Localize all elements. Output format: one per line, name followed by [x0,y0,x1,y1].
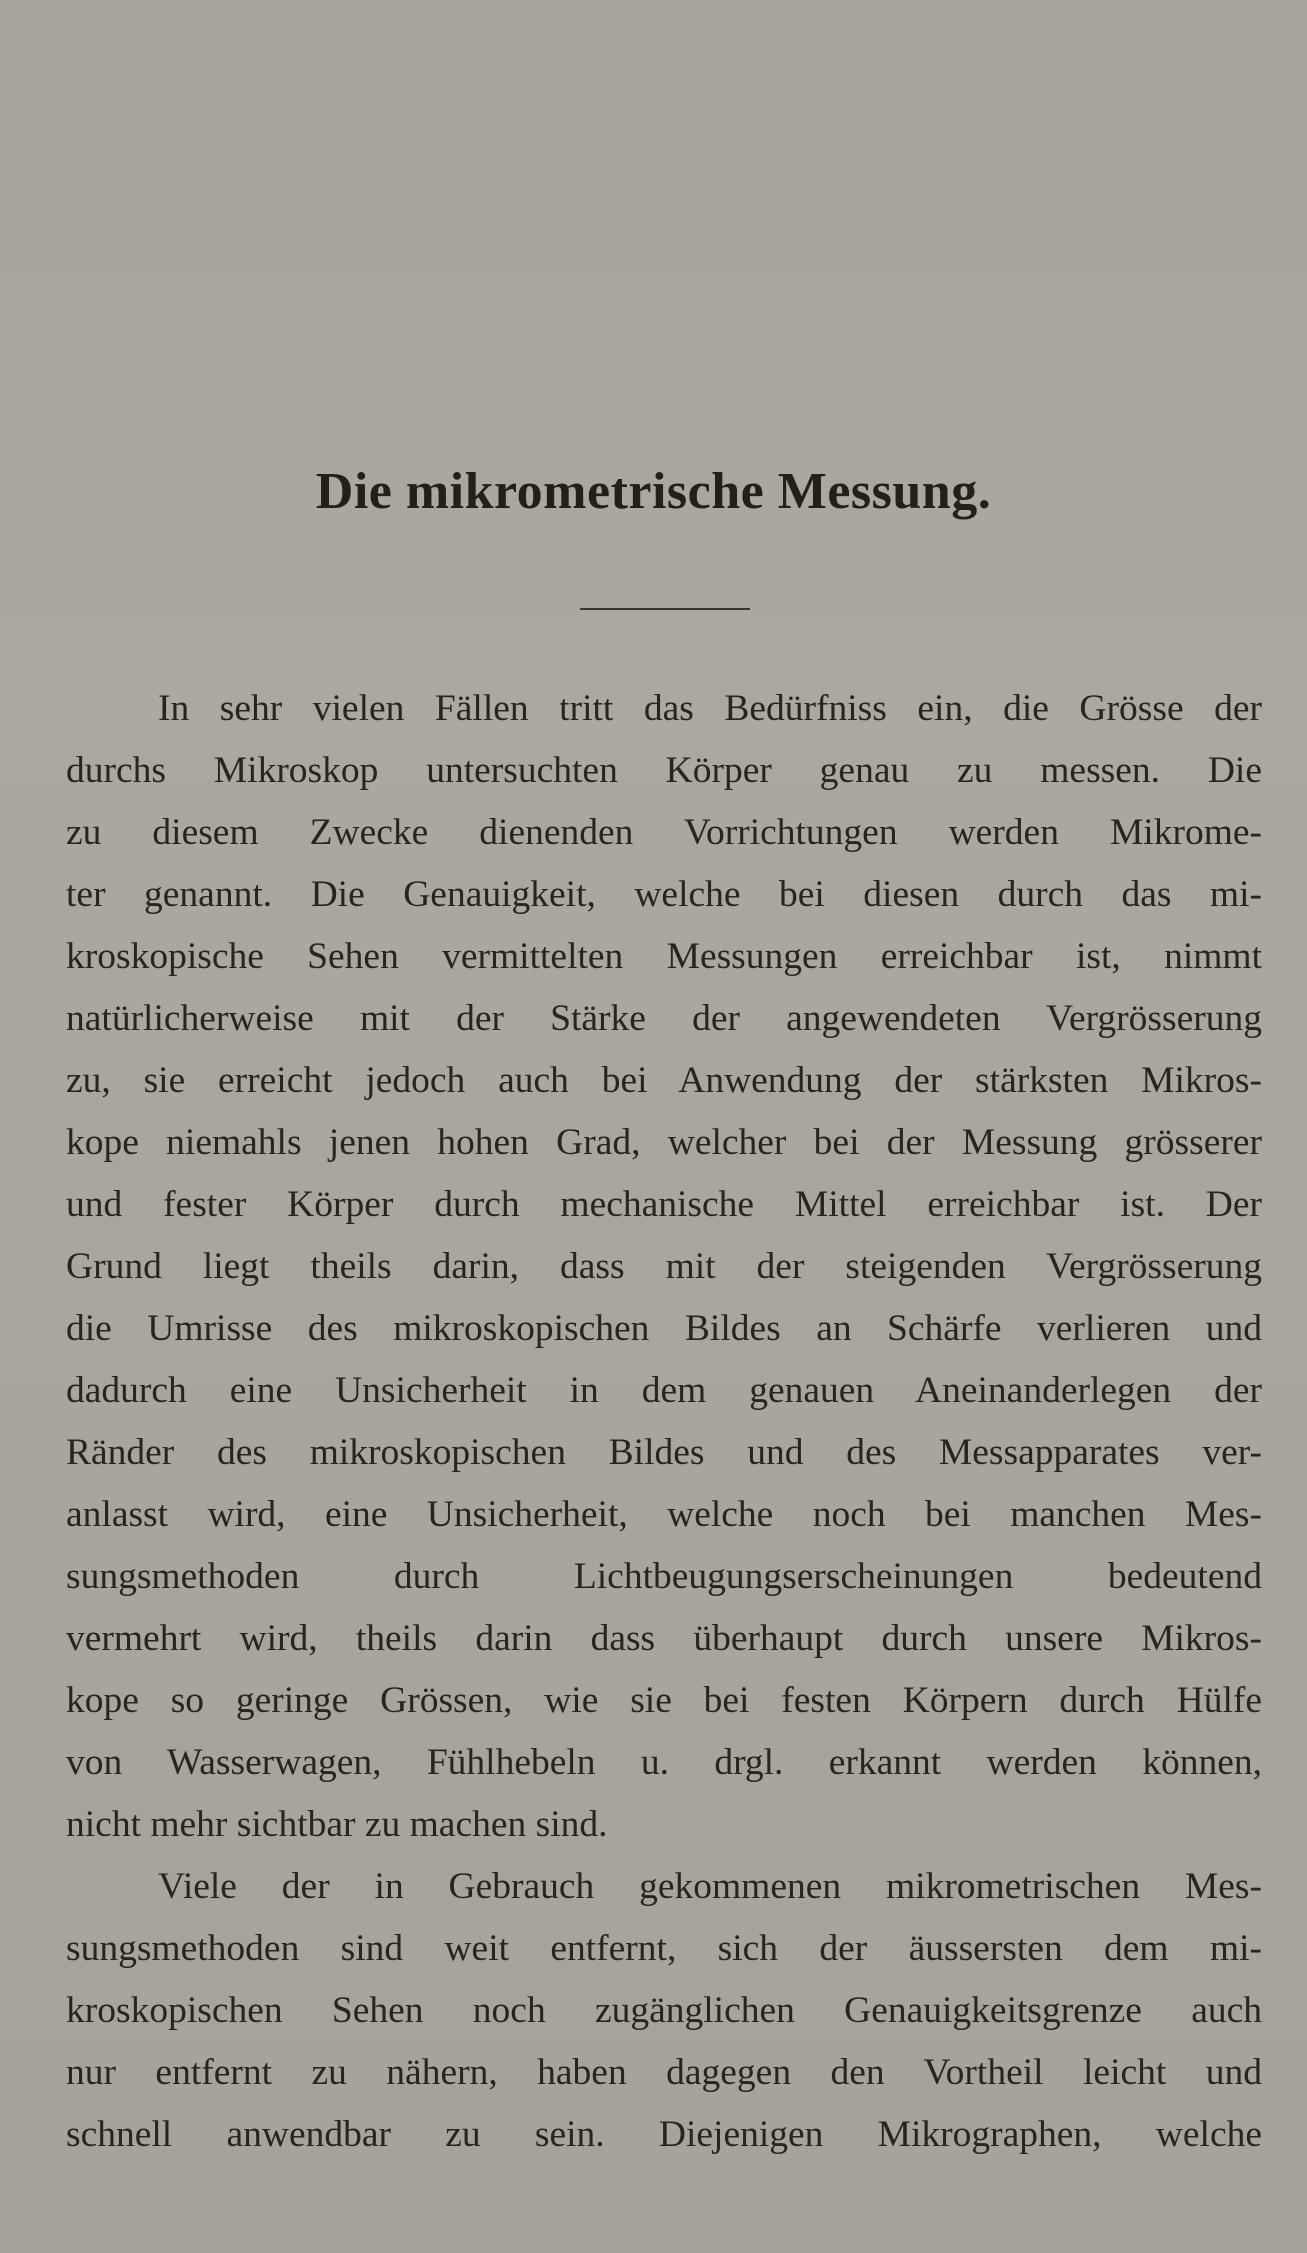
text-line: dadurch eine Unsicherheit in dem genauen Aneinanderlegen der [66,1370,1262,1411]
text-line: sungsmethoden durch Lichtbeugungserscheinungen bedeutend [66,1556,1262,1597]
text-line: kope so geringe Grössen, wie sie bei festen Körpern durch Hülfe [66,1680,1262,1721]
text-line: ter genannt. Die Genauigkeit, welche bei diesen durch das mi- [66,874,1262,915]
text-line: kope niemahls jenen hohen Grad, welcher bei der Messung grösserer [66,1122,1262,1163]
paragraph-1 [66,678,1262,1856]
text-line: die Umrisse des mikroskopischen Bildes an Schärfe verlieren und [66,1308,1262,1349]
text-line: vermehrt wird, theils darin dass überhaupt durch unsere Mikros- [66,1618,1262,1659]
text-line: zu, sie erreicht jedoch auch bei Anwendung der stärksten Mikros- [66,1060,1262,1101]
text-line: und fester Körper durch mechanische Mittel erreichbar ist. Der [66,1184,1262,1225]
text-line: natürlicherweise mit der Stärke der angewendeten Vergrösserung [66,998,1262,1039]
text-line: kroskopische Sehen vermittelten Messungen erreichbar ist, nimmt [66,936,1262,977]
paragraph-2 [66,1856,1262,2166]
text-line: Ränder des mikroskopischen Bildes und des Messapparates ver- [66,1432,1262,1473]
text-line: von Wasserwagen, Fühlhebeln u. drgl. erkannt werden können, [66,1742,1262,1783]
text-line: sungsmethoden sind weit entfernt, sich der äussersten dem mi- [66,1928,1262,1969]
text-line: In sehr vielen Fällen tritt das Bedürfniss ein, die Grösse der [158,688,1262,729]
text-line: anlasst wird, eine Unsicherheit, welche noch bei manchen Mes- [66,1494,1262,1535]
page-title: Die mikrometrische Messung. [315,463,992,520]
text-line: nur entfernt zu nähern, haben dagegen den Vortheil leicht und [66,2052,1262,2093]
title-divider [580,608,750,610]
text-line: kroskopischen Sehen noch zugänglichen Genauigkeitsgrenze auch [66,1990,1262,2031]
text-line: zu diesem Zwecke dienenden Vorrichtungen werden Mikrome- [66,812,1262,853]
text-line: nicht mehr sichtbar zu machen sind. [66,1804,608,1845]
text-line: Grund liegt theils darin, dass mit der steigenden Vergrösserung [66,1246,1262,1287]
text-line: durchs Mikroskop untersuchten Körper genau zu messen. Die [66,750,1262,791]
body-text [66,678,1262,2166]
text-line: Viele der in Gebrauch gekommenen mikrometrischen Mes- [158,1866,1262,1907]
text-line: schnell anwendbar zu sein. Diejenigen Mikrographen, welche [66,2114,1262,2155]
